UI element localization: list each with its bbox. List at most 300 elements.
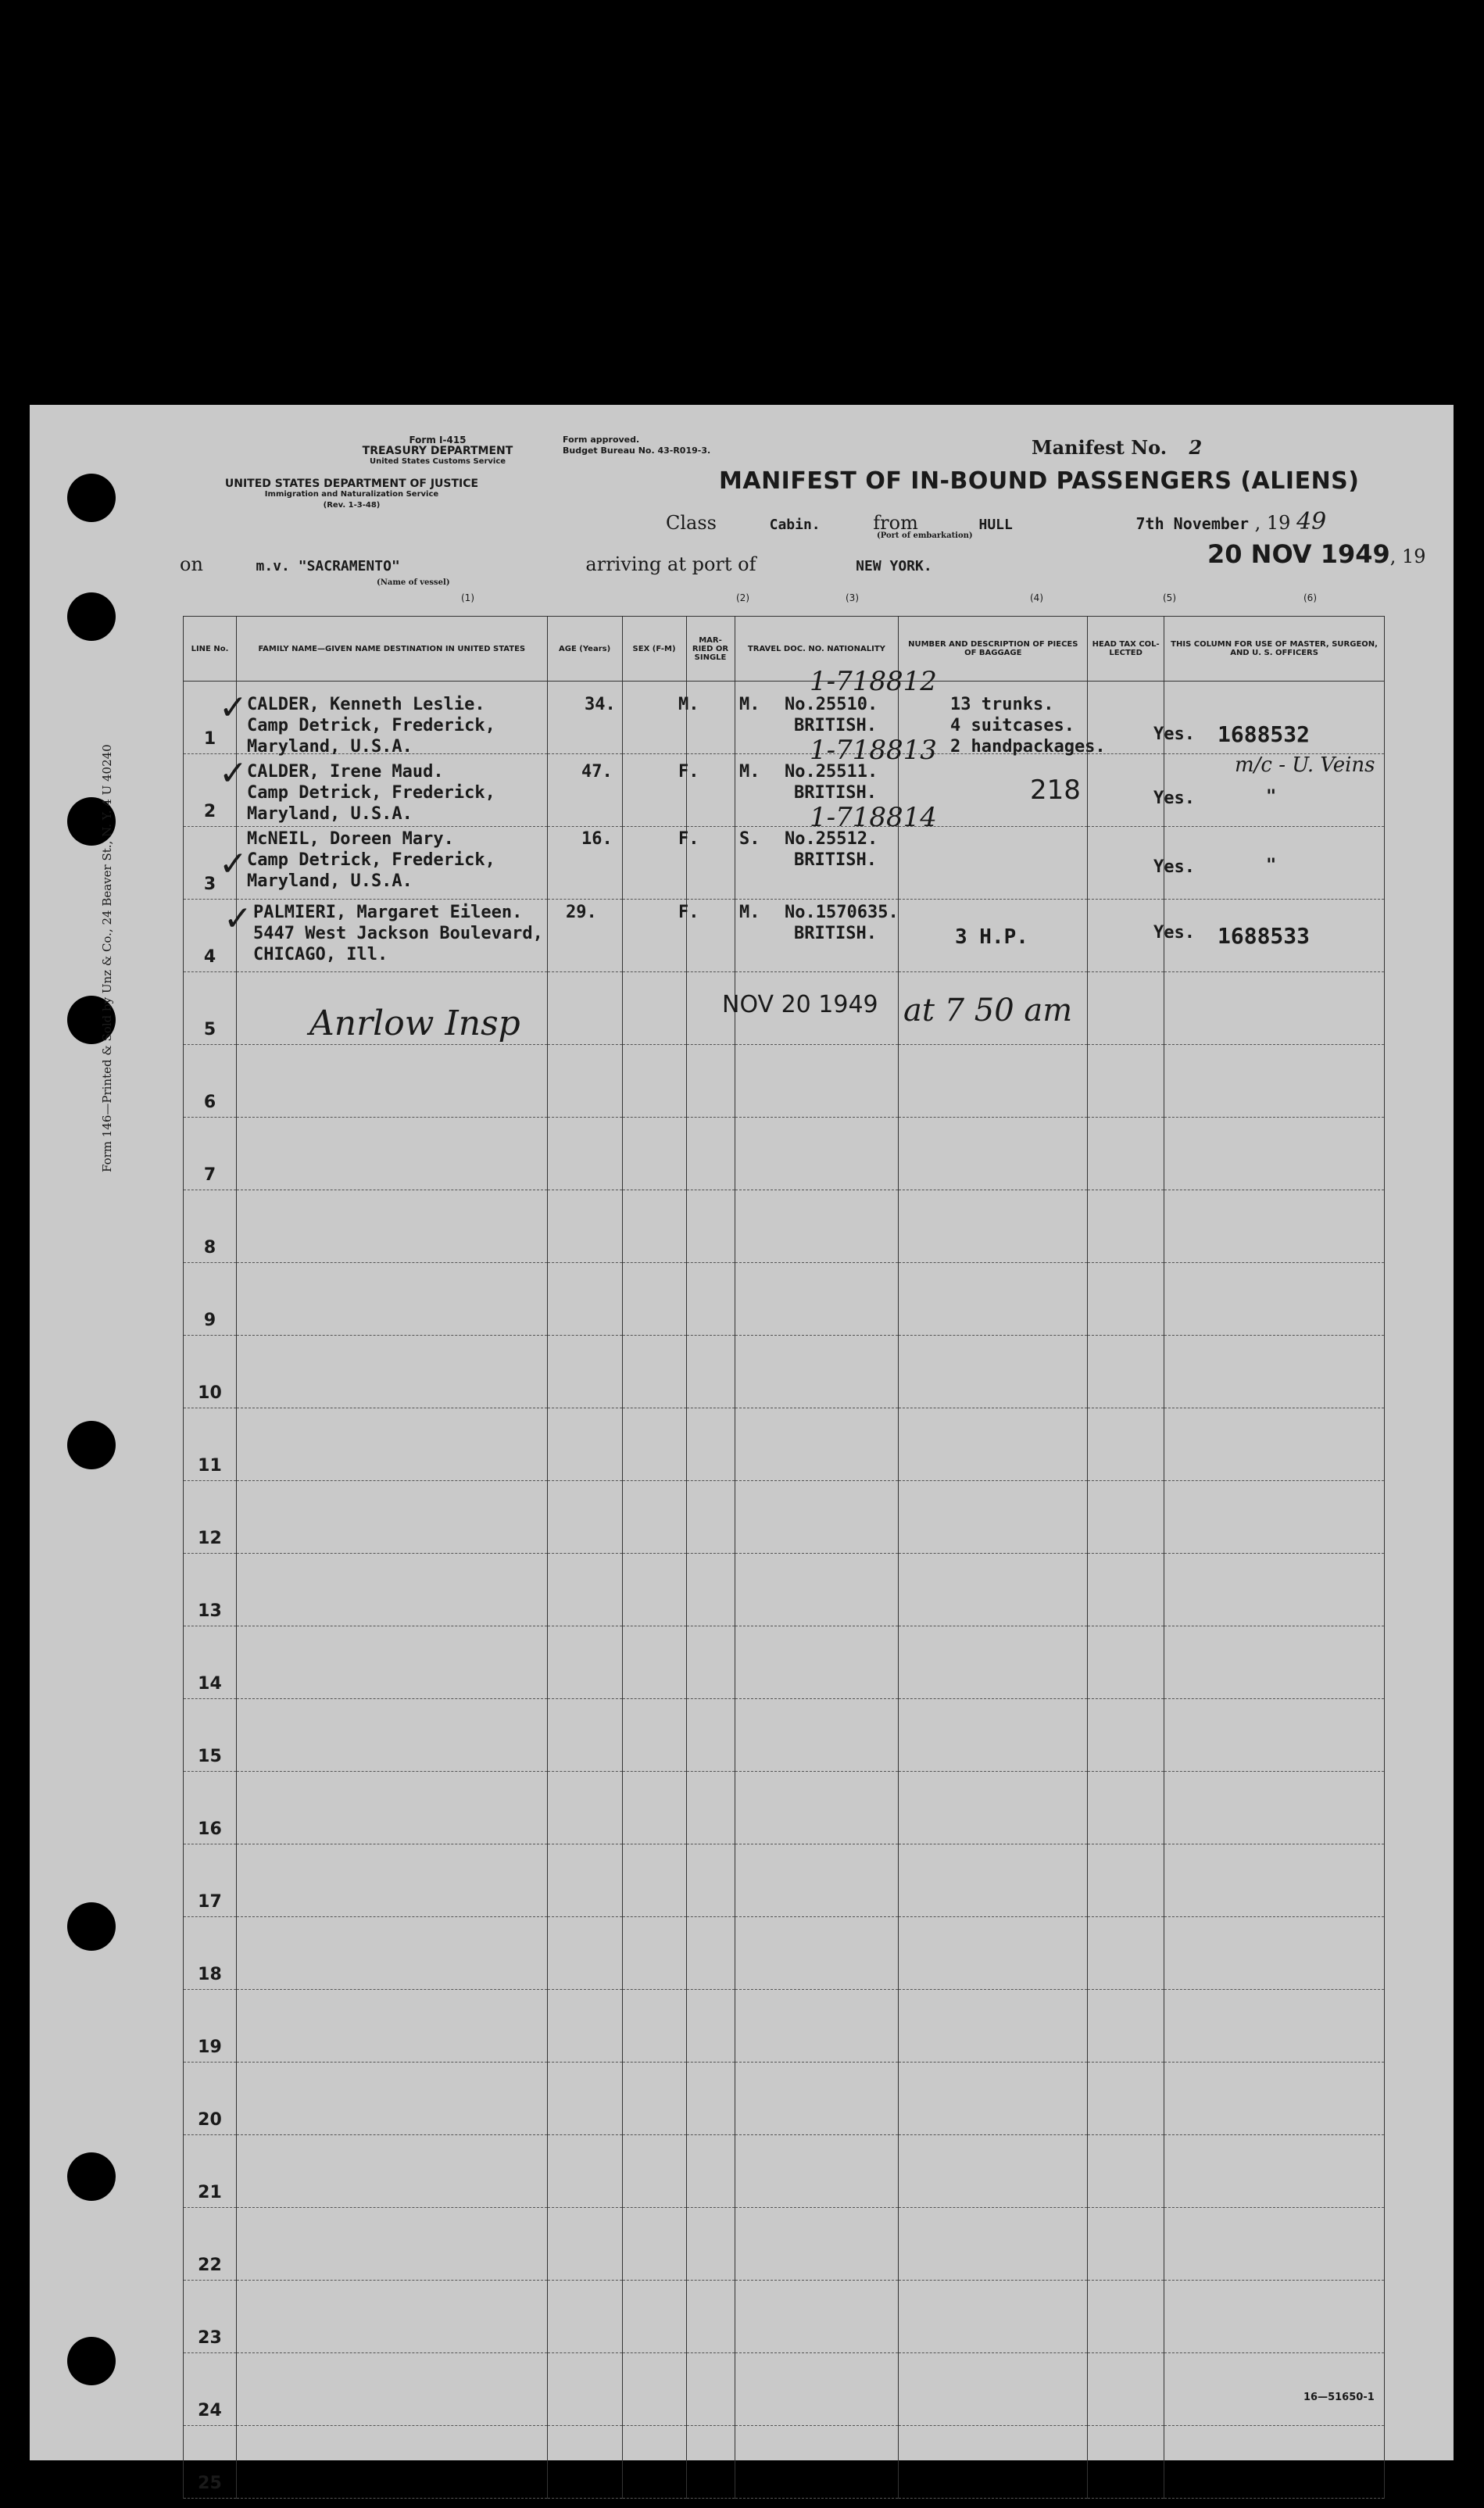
table-cell [899,2208,1088,2281]
table-cell [622,2426,686,2499]
col-head-tax: HEAD TAX COL-LECTED [1088,617,1164,682]
table-cell [622,1263,686,1336]
binder-hole [67,2337,116,2385]
budget-bureau: Budget Bureau No. 43-R019-3. [563,445,711,456]
table-cell [622,972,686,1045]
table-cell [1164,1408,1385,1481]
table-cell [236,1336,547,1408]
table-cell [899,1118,1088,1190]
table-cell [1164,1336,1385,1408]
passenger-destination: Camp Detrick, Frederick, [247,850,495,870]
table-cell [622,827,686,900]
passenger-destination-state: Maryland, U.S.A. [247,737,413,757]
line-number: 14 [184,1626,237,1699]
vessel-caption: (Name of vessel) [377,578,450,587]
year-suffix: , 19 [1389,546,1426,567]
table-cell [686,2135,735,2208]
table-row [184,1844,1385,1917]
on-label: on [180,553,203,575]
passenger-name: PALMIERI, Margaret Eileen. [253,903,523,922]
table-cell [899,1263,1088,1336]
passenger-destination: Camp Detrick, Frederick, [247,716,495,735]
col-officers: THIS COLUMN FOR USE OF MASTER, SURGEON, AND U. S. OFFICERS [1164,617,1385,682]
table-cell [899,1844,1088,1917]
table-cell [1164,1481,1385,1554]
treasury-dept: TREASURY DEPARTMENT [362,445,513,457]
line-number: 20 [184,2063,237,2135]
table-cell [686,1336,735,1408]
binder-hole [67,474,116,522]
table-cell [1088,2353,1164,2426]
passenger-2-name-block [247,761,495,825]
col-name: FAMILY NAME—GIVEN NAME DESTINATION IN UNITED STATES [236,617,547,682]
table-cell [1088,2135,1164,2208]
table-cell [622,1336,686,1408]
line-number: 19 [184,1990,237,2063]
binder-hole [67,1421,116,1469]
table-cell [1088,1990,1164,2063]
table-cell [622,1917,686,1990]
passenger-name: CALDER, Kenneth Leslie. [247,695,485,714]
col-travel-doc: TRAVEL DOC. NO. NATIONALITY [735,617,899,682]
line-number: 8 [184,1190,237,1263]
handwritten-doc-number: 1-718813 [810,735,937,766]
table-cell [686,2063,735,2135]
line-number: 10 [184,1336,237,1408]
line-number: 23 [184,2281,237,2353]
customs-service: United States Customs Service [369,457,506,466]
year-prefix: , 19 [1254,512,1291,534]
table-row [184,1990,1385,2063]
table-cell [899,1190,1088,1263]
table-cell [1164,2135,1385,2208]
table-cell [735,1917,899,1990]
table-cell [547,2353,622,2426]
table-cell [1164,1844,1385,1917]
justice-dept: UNITED STATES DEPARTMENT OF JUSTICE [224,478,479,490]
passenger-age: 34. [585,695,616,714]
line-number: 15 [184,1699,237,1772]
embarkation-port: HULL [978,517,1013,533]
table-cell [735,1336,899,1408]
table-cell [622,682,686,754]
nationality: BRITISH. [794,716,877,735]
table-cell [622,2208,686,2281]
passenger-sex: M. [678,695,699,714]
table-row [184,2353,1385,2426]
table-cell [236,1626,547,1699]
table-cell [547,1336,622,1408]
table-cell [686,1190,735,1263]
table-cell [686,1118,735,1190]
table-cell [899,1917,1088,1990]
table-row [184,1045,1385,1118]
table-cell [1088,2281,1164,2353]
table-cell [236,1118,547,1190]
ditto-mark: " [1266,787,1277,807]
line-number: 17 [184,1844,237,1917]
table-cell [686,2208,735,2281]
table-cell [236,2135,547,2208]
table-cell [1088,2426,1164,2499]
table-row [184,1772,1385,1844]
table-row [184,2135,1385,2208]
table-row [184,2426,1385,2499]
passenger-destination-state: Maryland, U.S.A. [247,871,413,891]
table-cell [236,2426,547,2499]
table-cell [686,2353,735,2426]
table-cell [1088,1772,1164,1844]
table-cell [686,1699,735,1772]
handwritten-doc-number: 1-718814 [810,802,937,833]
table-cell [622,1844,686,1917]
col-number-3: (3) [846,592,859,603]
line-number: 3 [184,827,237,900]
table-cell [1088,1045,1164,1118]
passenger-sex: F. [678,829,699,849]
baggage-line: 13 trunks. [950,695,1054,714]
table-cell [1164,1263,1385,1336]
baggage-desc: 3 H.P. [955,925,1028,949]
table-row [184,1336,1385,1408]
page-title: MANIFEST OF IN-BOUND PASSENGERS (ALIENS) [719,467,1360,495]
table-cell [1088,1263,1164,1336]
col-number-4: (4) [1030,592,1043,603]
table-row [184,1554,1385,1626]
nationality: BRITISH. [794,783,877,803]
table-cell [735,2208,899,2281]
passenger-destination: Camp Detrick, Frederick, [247,783,495,803]
table-cell [1088,1554,1164,1626]
manifest-number-value: 2 [1189,436,1203,459]
col-number-5: (5) [1163,592,1176,603]
inspection-date-stamp: NOV 20 1949 [722,991,878,1018]
table-cell [1088,1336,1164,1408]
table-cell [686,1772,735,1844]
head-tax: Yes. [1153,923,1195,943]
table-row [184,1408,1385,1481]
table-cell [236,1844,547,1917]
manifest-number-label: Manifest No. [1032,436,1168,459]
line-number: 5 [184,972,237,1045]
arriving-label: arriving at port of [585,553,756,575]
table-cell [686,1263,735,1336]
table-row [184,1263,1385,1336]
table-cell [547,1626,622,1699]
table-cell [547,2208,622,2281]
form-number-block [313,435,563,467]
table-cell [899,1045,1088,1118]
table-row [184,1481,1385,1554]
class-value: Cabin. [769,517,821,533]
line-number: 9 [184,1263,237,1336]
table-cell [735,1045,899,1118]
passenger-marital: M. [739,903,760,922]
head-tax: Yes. [1153,857,1195,877]
col-married: MAR-RIED OR SINGLE [686,617,735,682]
passenger-marital: M. [739,762,760,782]
travel-doc-number: No.1570635. [785,903,899,922]
table-cell [1088,2063,1164,2135]
table-cell [1164,1045,1385,1118]
table-cell [622,1481,686,1554]
departure-date: 7th November [1135,514,1249,533]
port-caption: (Port of embarkation) [877,531,973,540]
table-row [184,1699,1385,1772]
passenger-table [183,616,1385,2499]
officer-number: 1688532 [1218,721,1311,747]
passenger-sex: F. [678,762,699,782]
nationality: BRITISH. [794,850,877,870]
table-cell [236,1263,547,1336]
table-cell [1164,1626,1385,1699]
table-cell [236,1772,547,1844]
table-cell [1164,1699,1385,1772]
table-cell [236,1045,547,1118]
table-cell [547,1263,622,1336]
table-row [184,2281,1385,2353]
ditto-mark: " [1266,856,1277,875]
passenger-4-name-block [253,902,543,965]
table-cell [1164,2353,1385,2426]
table-cell [686,1990,735,2063]
manifest-number [1032,436,1202,459]
class-line [666,508,1326,535]
table-cell [899,1990,1088,2063]
table-cell [735,1699,899,1772]
table-row [184,1190,1385,1263]
table-cell [1164,1554,1385,1626]
table-cell [236,1554,547,1626]
binder-hole [67,2152,116,2201]
line-number: 24 [184,2353,237,2426]
form-approved-block [563,435,710,456]
from-label: from [873,512,918,534]
table-cell [236,1408,547,1481]
table-cell [622,1408,686,1481]
passenger-marital: M. [739,695,760,714]
table-cell [899,1408,1088,1481]
table-cell [686,1554,735,1626]
table-cell [622,2063,686,2135]
table-cell [735,1626,899,1699]
table-cell [735,1844,899,1917]
line-number: 2 [184,754,237,827]
table-cell [686,1844,735,1917]
table-cell [899,1626,1088,1699]
table-cell [735,2353,899,2426]
passenger-marital: S. [739,829,760,849]
table-cell [1088,900,1164,972]
table-cell [735,1481,899,1554]
col-sex: SEX (F-M) [622,617,686,682]
passenger-name: McNEIL, Doreen Mary. [247,829,454,849]
table-cell [899,1554,1088,1626]
printer-imprint: Form 146—Printed & Sold by Unz & Co., 24 Beaver St., N. Y. 4 U 40240 [100,744,114,1172]
arrival-port: NEW YORK. [856,558,932,574]
table-cell [236,2281,547,2353]
table-cell [1088,1917,1164,1990]
col-age: AGE (Years) [547,617,622,682]
revision: (Rev. 1-3-48) [323,501,381,510]
table-row [184,1626,1385,1699]
head-tax: Yes. [1153,724,1195,744]
table-cell [622,1626,686,1699]
travel-doc-number: No.25510. [785,695,878,714]
table-cell [1088,1699,1164,1772]
table-cell [899,1481,1088,1554]
table-cell [1088,1190,1164,1263]
handwritten-doc-number: 1-718812 [810,666,937,697]
form-approved: Form approved. [563,435,640,445]
binder-hole [67,1902,116,1951]
table-cell [547,1190,622,1263]
table-cell [1088,754,1164,827]
table-cell [1088,1626,1164,1699]
table-cell [735,2281,899,2353]
table-cell [1164,1772,1385,1844]
check-mark: ✓ [219,844,248,884]
table-cell [547,2063,622,2135]
table-cell [1164,1190,1385,1263]
table-cell [547,972,622,1045]
table-cell [236,2063,547,2135]
class-label: Class [666,512,717,534]
vessel-line [180,553,932,575]
travel-doc-number: No.25511. [785,762,878,782]
table-cell [622,2281,686,2353]
table-cell [686,1481,735,1554]
table-cell [686,1045,735,1118]
table-cell [686,2281,735,2353]
table-cell [735,1263,899,1336]
medical-note: m/c - U. Veins [1235,753,1375,777]
line-number: 4 [184,900,237,972]
table-cell [236,1917,547,1990]
col-number-1: (1) [461,592,474,603]
vessel-name: m.v. "SACRAMENTO" [256,558,400,574]
table-cell [547,1481,622,1554]
table-cell [622,1990,686,2063]
table-cell [547,1844,622,1917]
table-cell [236,1481,547,1554]
table-cell [547,2426,622,2499]
table-cell [547,1772,622,1844]
table-cell [1164,2063,1385,2135]
line-number: 6 [184,1045,237,1118]
table-cell [1164,1917,1385,1990]
passenger-destination: 5447 West Jackson Boulevard, [253,924,543,943]
check-mark: ✓ [223,899,252,939]
table-cell [686,1408,735,1481]
line-number: 22 [184,2208,237,2281]
table-cell [735,1990,899,2063]
table-cell [899,1772,1088,1844]
arrival-date-stamp [1207,539,1426,569]
passenger-name: CALDER, Irene Maud. [247,762,444,782]
table-cell [236,2208,547,2281]
table-row [184,2208,1385,2281]
table-cell [622,1118,686,1190]
head-tax: Yes. [1153,789,1195,808]
table-cell [1088,1844,1164,1917]
table-cell [1088,1118,1164,1190]
binder-hole [67,592,116,641]
table-cell [622,1699,686,1772]
check-mark: ✓ [219,753,248,793]
arrival-date: 20 NOV 1949 [1207,539,1390,569]
table-cell [1088,1481,1164,1554]
inspector-signature: Anrlow Insp [309,1004,520,1043]
table-row [184,1118,1385,1190]
passenger-age: 16. [581,829,613,849]
table-cell [686,682,735,754]
table-cell [686,2426,735,2499]
table-cell [1164,2426,1385,2499]
col-line-no: LINE No. [184,617,237,682]
form-number: Form I-415 [409,435,467,445]
col-baggage: NUMBER AND DESCRIPTION OF PIECES OF BAGGAGE [899,617,1088,682]
line-number: 25 [184,2426,237,2499]
inspection-time: at 7 50 am [903,993,1073,1029]
line-number: 16 [184,1772,237,1844]
table-cell [899,1699,1088,1772]
justice-dept-block [172,478,531,511]
table-cell [899,2063,1088,2135]
table-cell [899,1336,1088,1408]
table-cell [547,1118,622,1190]
passenger-destination-state: Maryland, U.S.A. [247,804,413,824]
table-cell [735,1408,899,1481]
table-cell [236,1699,547,1772]
table-cell [1164,1118,1385,1190]
table-cell [1088,827,1164,900]
table-cell [686,1626,735,1699]
table-cell [1088,1408,1164,1481]
table-cell [735,2063,899,2135]
table-cell [1164,2208,1385,2281]
passenger-age: 47. [581,762,613,782]
table-cell [236,1990,547,2063]
baggage-line: 4 suitcases. [950,716,1075,735]
passenger-age: 29. [566,903,597,922]
table-row [184,2063,1385,2135]
table-cell [622,2135,686,2208]
table-cell [622,2353,686,2426]
table-cell [1088,2208,1164,2281]
baggage-line: 2 handpackages. [950,737,1106,757]
table-cell [735,1554,899,1626]
table-row [184,1917,1385,1990]
table-cell [735,2426,899,2499]
table-cell [899,2281,1088,2353]
table-cell [899,2353,1088,2426]
table-cell [735,1118,899,1190]
table-cell [236,1190,547,1263]
footer-code: 16—51650-1 [1303,2392,1375,2403]
passenger-1-name-block [247,694,495,757]
table-header-row [184,617,1385,682]
table-cell [236,2353,547,2426]
line-number: 12 [184,1481,237,1554]
officer-number: 1688533 [1218,923,1311,949]
table-cell [547,1408,622,1481]
table-cell [622,1190,686,1263]
table-cell [899,827,1088,900]
table-cell [547,682,622,754]
line-number: 11 [184,1408,237,1481]
table-cell [547,2281,622,2353]
